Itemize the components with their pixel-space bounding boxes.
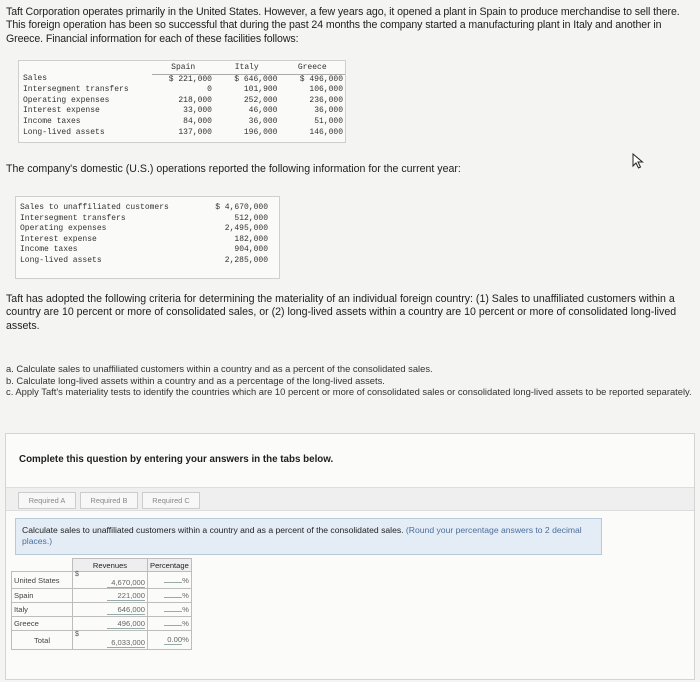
corner-cell xyxy=(21,63,152,74)
tab-required-b[interactable]: Required B xyxy=(80,492,138,509)
question-box xyxy=(15,518,602,555)
country-label: Spain xyxy=(12,589,73,603)
row-label: Operating expenses xyxy=(20,224,107,234)
revenue-cell xyxy=(73,603,148,617)
mouse-pointer-icon xyxy=(632,153,646,169)
percentage-input-united-states[interactable] xyxy=(164,582,182,583)
row-label: Intersegment transfers xyxy=(23,85,129,95)
country-label: Greece xyxy=(12,617,73,631)
foreign-facilities-table xyxy=(18,60,346,143)
col-header-revenues: Revenues xyxy=(73,559,148,572)
table-row xyxy=(21,117,345,128)
cell-greece: 106,000 xyxy=(309,85,343,95)
percentage-cell xyxy=(148,617,192,631)
col-header-percentage: Percentage xyxy=(148,559,192,572)
table-row xyxy=(12,603,192,617)
table-row xyxy=(18,245,270,256)
row-value: 512,000 xyxy=(234,213,268,223)
table-row xyxy=(18,235,270,246)
tab-required-a[interactable]: Required A xyxy=(18,492,76,509)
question-text xyxy=(22,525,592,547)
country-label: Italy xyxy=(12,603,73,617)
revenue-cell xyxy=(73,589,148,603)
row-value: $ 4,670,000 xyxy=(215,203,268,212)
cell-italy: 196,000 xyxy=(243,127,278,137)
percent-sign: % xyxy=(182,591,189,600)
table-row xyxy=(18,203,270,214)
table-row xyxy=(18,224,270,235)
cell-greece: $ 496,000 xyxy=(299,74,343,84)
row-label: Sales xyxy=(23,74,48,84)
row-label: Long-lived assets xyxy=(20,255,102,265)
percent-sign: % xyxy=(182,605,189,614)
revenue-cell xyxy=(73,631,148,650)
answer-panel xyxy=(5,433,695,680)
percent-sign: % xyxy=(182,575,189,585)
percent-sign: % xyxy=(182,635,189,644)
row-value: 2,495,000 xyxy=(224,224,268,234)
cell-italy: 36,000 xyxy=(248,116,278,126)
cell-spain: $ 221,000 xyxy=(168,74,212,84)
col-header-spain: Spain xyxy=(152,63,214,74)
cell-spain: 33,000 xyxy=(183,106,212,116)
row-label: Sales to unaffiliated customers xyxy=(20,203,169,212)
cell-greece: 146,000 xyxy=(309,127,343,137)
problem-intro: Taft Corporation operates primarily in the United States. However, a few years ago, it opened a plant in Spain to produce merchandise to sell there. This foreign operation has been so successful that during the past 24 months the company started a manufacturing plant in Italy and another in Greece. Financial information for each of these facilities follows: xyxy=(6,6,680,45)
currency-symbol: $ xyxy=(75,571,79,578)
currency-symbol: $ xyxy=(75,631,79,638)
cell-italy: 46,000 xyxy=(248,106,278,116)
tab-bar xyxy=(6,487,694,511)
cell-greece: 51,000 xyxy=(314,116,343,126)
row-label: Interest expense xyxy=(20,234,97,244)
col-header-greece: Greece xyxy=(279,63,345,74)
corner-cell xyxy=(12,559,73,572)
cell-italy: 101,900 xyxy=(243,85,278,95)
domestic-intro: The company's domestic (U.S.) operations reported the following information for the current year: xyxy=(6,163,461,175)
revenue-total: 6,033,000 xyxy=(107,638,145,648)
revenue-input-spain[interactable]: 221,000 xyxy=(107,591,145,601)
rounding-note: (Round your percentage answers to 2 decimal places.) xyxy=(22,525,582,546)
cell-greece: 236,000 xyxy=(309,95,343,105)
task-b: b. Calculate long-lived assets within a country and as a percentage of the long-lived assets. xyxy=(6,374,385,386)
row-value: 904,000 xyxy=(234,245,268,255)
table-row xyxy=(21,96,345,107)
percentage-cell xyxy=(148,603,192,617)
table-row xyxy=(12,589,192,603)
materiality-criteria: Taft has adopted the following criteria for determining the materiality of an individual foreign country: (1) Sales to unaffiliated customers within a country are 10 percent or more of consolidated sales, or (2) long-lived assets within a country are 10 percent or more of consolidated long-lived assets. xyxy=(6,293,677,332)
percentage-total: 0.00 xyxy=(164,635,182,645)
table-row xyxy=(12,617,192,631)
table-row xyxy=(12,572,192,589)
task-list xyxy=(6,363,692,398)
cell-spain: 137,000 xyxy=(178,127,212,137)
revenue-input-united-states[interactable]: 4,670,000 xyxy=(107,578,145,588)
cell-spain: 0 xyxy=(207,85,212,95)
complete-instruction: Complete this question by entering your answers in the tabs below. xyxy=(19,454,334,465)
country-label: United States xyxy=(12,572,73,589)
question-prompt: Calculate sales to unaffiliated customers within a country and as a percent of the consolidated sales. xyxy=(22,525,404,535)
table-row xyxy=(18,214,270,225)
cell-spain: 84,000 xyxy=(183,116,212,126)
row-label: Intersegment transfers xyxy=(20,213,126,223)
col-header-italy: Italy xyxy=(214,63,279,74)
row-value: 182,000 xyxy=(234,234,268,244)
percentage-cell xyxy=(148,572,192,589)
cell-greece: 36,000 xyxy=(314,106,343,116)
table-row xyxy=(18,256,270,267)
revenue-cell xyxy=(73,572,148,589)
row-label: Interest expense xyxy=(23,106,100,116)
cell-spain: 218,000 xyxy=(178,95,212,105)
percentage-input-greece[interactable] xyxy=(164,625,182,626)
answer-table xyxy=(11,558,192,650)
percentage-cell xyxy=(148,631,192,650)
revenue-input-italy[interactable]: 646,000 xyxy=(107,605,145,615)
row-label: Operating expenses xyxy=(23,95,110,105)
total-label: Total xyxy=(12,631,73,650)
percentage-cell xyxy=(148,589,192,603)
domestic-operations-table xyxy=(15,196,280,279)
task-a: a. Calculate sales to unaffiliated customers within a country and as a percent of the consolidated sales. xyxy=(6,363,433,374)
cell-italy: $ 646,000 xyxy=(234,74,278,84)
table-row xyxy=(21,74,345,85)
row-value: 2,285,000 xyxy=(224,255,268,265)
row-label: Income taxes xyxy=(20,245,78,255)
tab-required-c[interactable]: Required C xyxy=(142,492,200,509)
table-row xyxy=(12,631,192,650)
cell-italy: 252,000 xyxy=(243,95,278,105)
table-row xyxy=(21,128,345,139)
percentage-input-spain[interactable] xyxy=(164,597,182,598)
revenue-input-greece[interactable]: 496,000 xyxy=(107,619,145,629)
row-label: Long-lived assets xyxy=(23,127,105,137)
table-row xyxy=(21,106,345,117)
percentage-input-italy[interactable] xyxy=(164,611,182,612)
table-row xyxy=(21,85,345,96)
task-c: c. Apply Taft's materiality tests to identify the countries which are 10 percent or more of consolidated sales or consolidated long-lived assets to be reported separately. xyxy=(6,386,692,398)
row-label: Income taxes xyxy=(23,116,81,126)
percent-sign: % xyxy=(182,619,189,628)
revenue-cell xyxy=(73,617,148,631)
